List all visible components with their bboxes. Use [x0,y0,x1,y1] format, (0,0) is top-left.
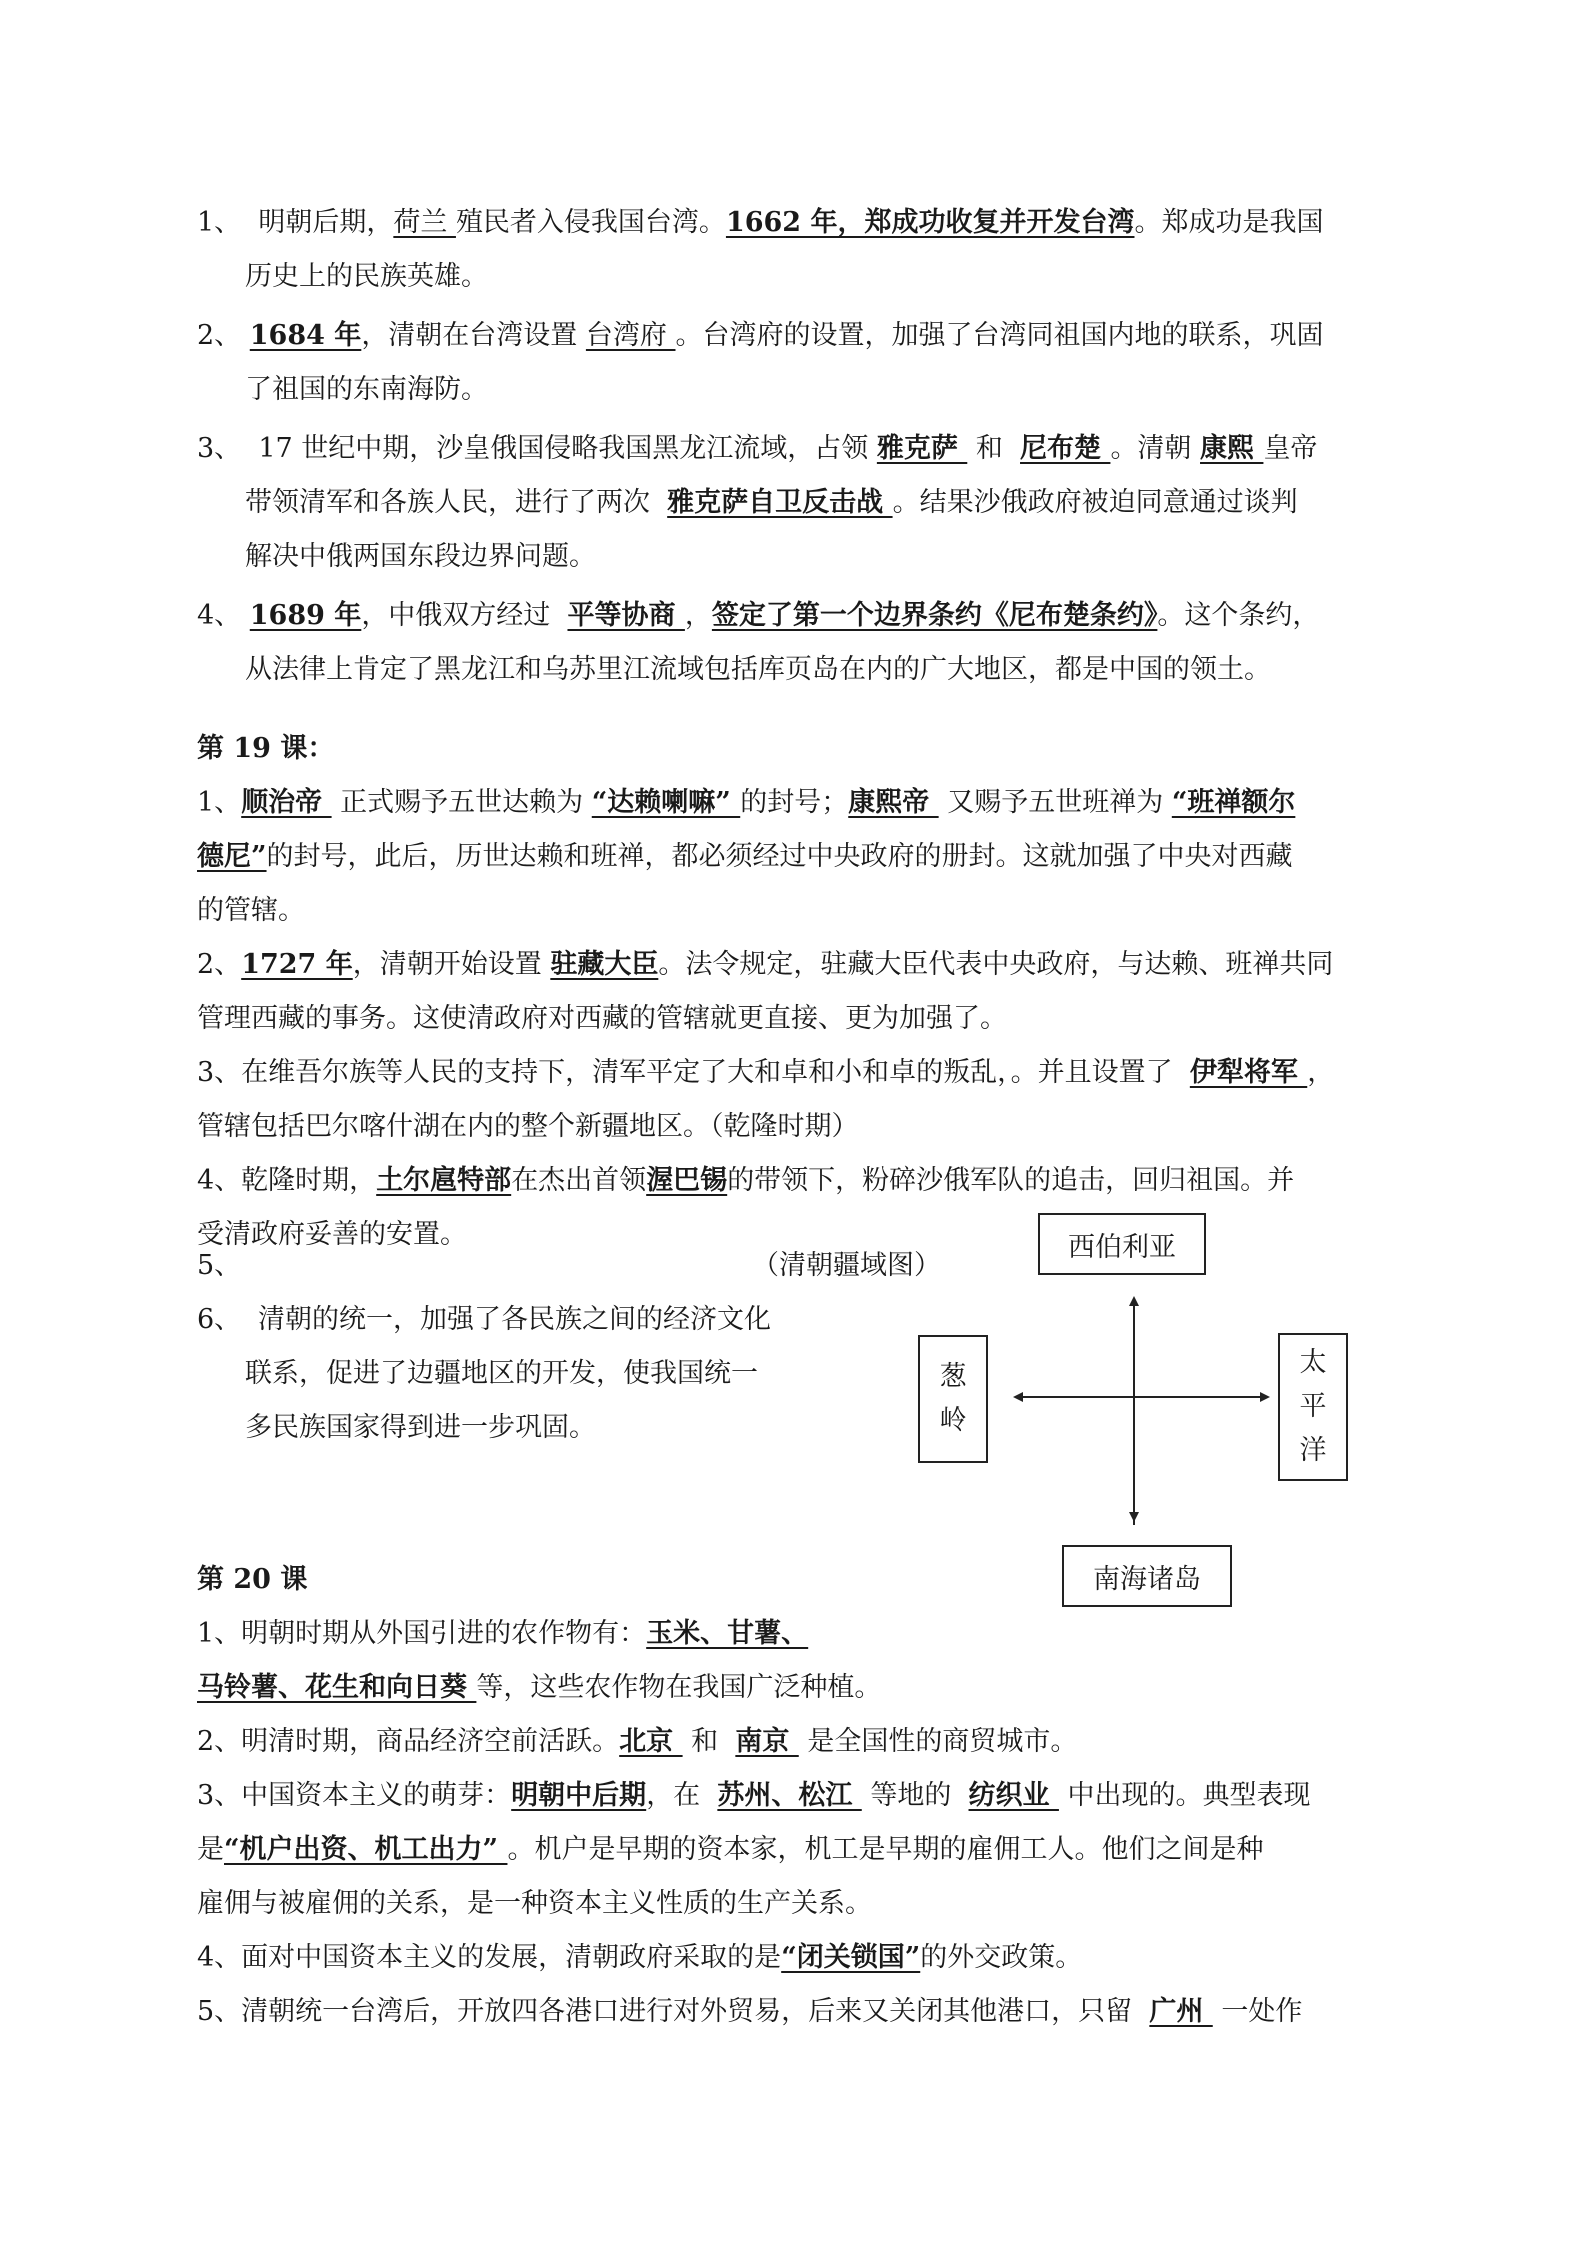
highlighted-term: 苏州、松江 [717,1780,862,1811]
map-south-box [1062,1545,1232,1607]
text-segment: 。台湾府的设置，加强了台湾同祖国内地的联系，巩固 [675,320,1324,351]
text-segment: 带领清军和各族人民，进行了两次 [245,487,668,518]
text-segment: 和 [682,1726,736,1757]
highlighted-term: 雅克萨 [876,433,968,464]
map-east-char-2: 平 [1299,1391,1327,1422]
map-south-label: 南海诸岛 [1093,1563,1201,1595]
highlighted-term: 渥巴锡 [646,1165,728,1196]
highlighted-term: 驻藏大臣 [550,949,659,980]
text-segment: 4、乾隆时期， [197,1165,377,1196]
lesson-20-line-6 [197,1886,872,1922]
text-segment: 1、 明朝后期， [197,207,394,238]
highlighted-term: 雅克萨自卫反击战 [667,487,893,518]
text-segment: 解决中俄两国东段边界问题。 [245,541,596,572]
text-segment: 。机户是早期的资本家，机工是早期的雇佣工人。他们之间是种 [507,1834,1264,1865]
highlighted-term: 广州 [1149,1996,1213,2027]
lesson-20-line-1 [197,1616,808,1652]
lesson-20-line-3 [197,1724,1077,1760]
text-segment: 皇帝 [1263,433,1318,464]
highlighted-term: 南京 [735,1726,799,1757]
text-segment: 。结果沙俄政府被迫同意通过谈判 [892,487,1298,518]
text-segment: 殖民者入侵我国台湾。 [455,207,726,238]
text-segment: 受清政府妥善的安置。 [197,1219,467,1250]
lesson-20-line-5 [197,1832,1263,1868]
lesson-20-line-7 [197,1940,1082,1976]
text-segment: 的封号； [740,787,849,818]
highlighted-term: 马铃薯、花生和向日葵 [197,1672,477,1703]
text-segment: ，在 [646,1780,718,1811]
text-segment: ， [684,600,712,631]
highlighted-term: 北京 [619,1726,683,1757]
text-segment: 中出现的。典型表现 [1058,1780,1311,1811]
text-segment: 。这个条约， [1157,600,1320,631]
map-west-box [918,1335,988,1463]
map-west-char-1: 葱 [939,1361,967,1392]
text-segment: 4、面对中国资本主义的发展，清朝政府采取的是 [197,1942,782,1973]
text-segment: 又赐予五世班禅为 [938,787,1172,818]
item-6-line-3: 多民族国家得到进一步巩固。 [245,1412,596,1443]
text-segment: ，清朝开始设置 [352,949,551,980]
text-segment: 是全国性的商贸城市。 [798,1726,1078,1757]
text-segment: 3、在维吾尔族等人民的支持下，清军平定了大和卓和小和卓的叛乱，。并且设置了 [197,1057,1190,1088]
highlighted-term: 1684 年 [249,320,362,351]
highlighted-term: “机户出资、机工出力” [224,1834,508,1865]
text-segment: 等，这些农作物在我国广泛种植。 [476,1672,882,1703]
text-segment: 在杰出首领 [511,1165,647,1196]
text-segment: 的管辖。 [197,895,305,926]
text-segment: 。法令规定，驻藏大臣代表中央政府，与达赖、班禅共同 [658,949,1334,980]
map-east-box [1278,1333,1348,1481]
text-segment: 的带领下，粉碎沙俄军队的追击，回归祖国。并 [727,1165,1295,1196]
text-segment: 。郑成功是我国 [1134,207,1324,238]
highlighted-term: 纺织业 [968,1780,1059,1811]
text-segment: 2、 [197,320,250,351]
item-6-line-2: 联系，促进了边疆地区的开发，使我国统一 [245,1358,758,1389]
map-north-box [1038,1213,1206,1275]
map-north-label: 西伯利亚 [1068,1231,1176,1263]
text-segment: 的封号，此后，历世达赖和班禅，都必须经过中央政府的册封。这就加强了中央对西藏 [266,841,1293,872]
map-east-char-1: 太 [1299,1347,1327,1378]
text-segment: 4、 [197,600,250,631]
text-segment: 正式赐予五世达赖为 [331,787,592,818]
text-segment: ，中俄双方经过 [361,600,568,631]
text-segment: 3、 17 世纪中期，沙皇俄国侵略我国黑龙江流域，占领 [197,433,877,464]
lesson-20-line-4 [197,1778,1311,1814]
text-segment: ， [1307,1057,1335,1088]
highlighted-term: 康熙 [1200,433,1264,464]
highlighted-term: 台湾府 [585,320,676,351]
highlighted-term: 1662 年，郑成功收复并开发台湾 [725,207,1135,238]
map-west-char-2: 岭 [939,1405,967,1436]
lesson-20-heading: 第 20 课 [197,1564,308,1595]
highlighted-term: 顺治帝 [241,787,332,818]
highlighted-term: 尼布楚 [1020,433,1111,464]
lesson-20-line-8 [197,1994,1302,2030]
text-segment: 5、清朝统一台湾后，开放四各港口进行对外贸易，后来又关闭其他港口，只留 [197,1996,1150,2027]
item-6-line-1: 清朝的统一，加强了各民族之间的经济文化 [258,1304,771,1335]
text-segment: 1、明朝时期从外国引进的农作物有： [197,1618,647,1649]
highlighted-term: 平等协商 [567,600,685,631]
highlighted-term: 土尔扈特部 [376,1165,512,1196]
text-segment: 管辖包括巴尔喀什湖在内的整个新疆地区。（乾隆时期） [197,1111,859,1142]
highlighted-term: 伊犁将军 [1189,1057,1308,1088]
map-east-char-3: 洋 [1299,1435,1327,1466]
highlighted-term: 荷兰 [393,207,456,238]
highlighted-term: 玉米、甘薯、 [646,1618,809,1649]
highlighted-term: “闭关锁国” [781,1942,921,1973]
text-segment: 的外交政策。 [920,1942,1083,1973]
text-segment: 从法律上肯定了黑龙江和乌苏里江流域包括库页岛在内的广大地区，都是中国的领土。 [245,654,1271,685]
text-segment: 3、中国资本主义的萌芽： [197,1780,512,1811]
lesson-19-heading: 第 19 课： [197,733,335,764]
text-segment: 2、明清时期，商品经济空前活跃。 [197,1726,620,1757]
text-segment: 历史上的民族英雄。 [245,261,488,292]
highlighted-term: 德尼” [197,841,267,872]
highlighted-term: “达赖喇嘛” [591,787,741,818]
highlighted-term: 1689 年 [249,600,362,631]
text-segment: 雇佣与被雇佣的关系，是一种资本主义性质的生产关系。 [197,1888,872,1919]
highlighted-term: 明朝中后期 [511,1780,647,1811]
text-segment: 和 [967,433,1021,464]
map-caption: （清朝疆域图） [752,1250,941,1281]
text-segment: 是 [197,1834,224,1865]
item-5-number: 5、 [197,1250,242,1281]
text-segment: 等地的 [861,1780,969,1811]
text-segment: ，清朝在台湾设置 [361,320,586,351]
text-segment: 1、 [197,787,242,818]
text-segment: 一处作 [1212,1996,1303,2027]
highlighted-term: 签定了第一个边界条约《尼布楚条约》 [711,600,1158,631]
item-6-number: 6、 [197,1304,242,1335]
highlighted-term: “班禅额尔 [1171,787,1296,818]
text-segment: 管理西藏的事务。这使清政府对西藏的管辖就更直接、更为加强了。 [197,1003,1007,1034]
lesson-20-line-2 [197,1670,881,1706]
highlighted-term: 康熙帝 [848,787,939,818]
highlighted-term: 1727 年 [241,949,353,980]
text-segment: 了祖国的东南海防。 [245,374,488,405]
text-segment: 2、 [197,949,242,980]
text-segment: 。清朝 [1110,433,1201,464]
